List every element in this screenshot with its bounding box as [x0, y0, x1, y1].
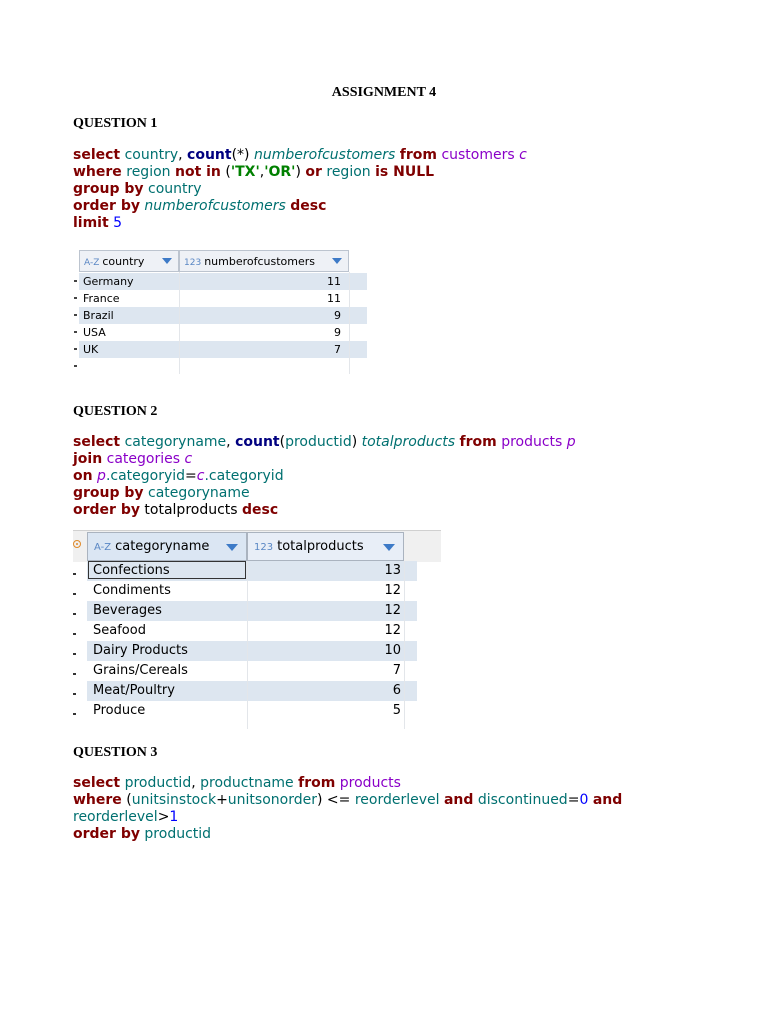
sql-punct: , [259, 164, 265, 180]
sql-keyword: from [298, 775, 336, 791]
table-row[interactable] [79, 273, 367, 290]
sql-table-alias: p [97, 468, 106, 484]
table-row[interactable] [87, 641, 417, 661]
question-2-heading: QUESTION 2 [73, 404, 158, 419]
sql-table: products [501, 434, 563, 450]
sql-column: productname [200, 775, 294, 791]
column-header-label: country [102, 255, 145, 268]
sql-punct: ) [351, 434, 358, 450]
cell-count: 9 [334, 326, 341, 339]
sql-table: categories [106, 451, 181, 467]
column-header-country[interactable] [79, 250, 179, 272]
sql-keyword: from [459, 434, 497, 450]
sql-table-alias: c [184, 451, 193, 467]
sort-arrow-icon[interactable] [226, 544, 238, 551]
sql-column: productid [124, 775, 192, 791]
sql-string: 'TX' [230, 164, 260, 180]
sql-column: region [326, 164, 371, 180]
cell-country: USA [83, 326, 106, 339]
sql-column: reorderlevel [354, 792, 440, 808]
column-divider [404, 561, 405, 729]
sql-keyword: on [73, 468, 93, 484]
cell-categoryname: Condiments [93, 583, 171, 598]
sql-keyword: join [73, 451, 103, 467]
sql-keyword: and [443, 792, 474, 808]
sql-operator: + [216, 792, 228, 808]
table-row[interactable] [87, 701, 417, 721]
cell-count: 11 [327, 275, 341, 288]
sql-table-alias: c [196, 468, 205, 484]
question-1-sql [73, 147, 527, 232]
column-header-label: totalproducts [277, 539, 364, 554]
sql-column: productid [144, 826, 212, 842]
number-type-icon: 123 [184, 258, 202, 268]
sql-keyword: select [73, 147, 121, 163]
sql-table-alias: p [566, 434, 576, 450]
sql-keyword: where [73, 792, 122, 808]
sort-arrow-icon[interactable] [332, 258, 342, 264]
question-3-sql [73, 775, 622, 843]
table-row[interactable] [79, 324, 367, 341]
cell-count: 12 [384, 603, 401, 618]
table-row[interactable] [87, 621, 417, 641]
table-row[interactable] [87, 581, 417, 601]
column-header-label: numberofcustomers [204, 255, 316, 268]
sql-column: reorderlevel [73, 809, 158, 825]
question-2-sql [73, 434, 576, 519]
cell-country: UK [83, 343, 99, 356]
sql-punct: , [226, 434, 231, 450]
cell-country: France [83, 292, 120, 305]
sql-keyword: order by [73, 198, 140, 214]
sql-alias: numberofcustomers [253, 147, 396, 163]
sql-punct: ) [295, 164, 301, 180]
table-row[interactable] [79, 290, 367, 307]
sql-string: 'OR' [264, 164, 296, 180]
cell-count: 10 [384, 643, 401, 658]
column-header-totalproducts[interactable] [247, 532, 404, 561]
column-divider [179, 272, 180, 374]
sql-function: count [235, 434, 280, 450]
cell-count: 7 [334, 343, 341, 356]
sql-punct: ( [225, 164, 231, 180]
cell-count: 9 [334, 309, 341, 322]
sql-column: country [148, 181, 202, 197]
table-row[interactable] [79, 341, 367, 358]
sql-keyword: desc [242, 502, 279, 518]
cell-categoryname: Dairy Products [93, 643, 188, 658]
result-grid-1 [73, 250, 367, 374]
sql-keyword: desc [290, 198, 327, 214]
column-divider [247, 561, 248, 729]
cell-categoryname: Beverages [93, 603, 162, 618]
cell-count: 7 [392, 663, 401, 678]
sql-keyword: where [73, 164, 122, 180]
column-header-categoryname[interactable] [87, 532, 247, 561]
sql-keyword: select [73, 434, 121, 450]
cell-count: 12 [384, 623, 401, 638]
table-row[interactable] [79, 307, 367, 324]
sql-punct: , [191, 775, 196, 791]
sql-punct: ( [126, 792, 132, 808]
cell-count: 12 [384, 583, 401, 598]
table-row[interactable] [87, 601, 417, 621]
table-row[interactable] [87, 681, 417, 701]
cell-count: 13 [384, 563, 401, 578]
sql-keyword: order by [73, 826, 140, 842]
sql-keyword: and [592, 792, 623, 808]
sql-punct: , [178, 147, 183, 163]
sql-alias: numberofcustomers [144, 198, 286, 214]
cell-count: 5 [392, 703, 401, 718]
text-type-icon: A-Z [94, 542, 112, 553]
sql-column: unitsinstock [131, 792, 217, 808]
record-indicator-icon [73, 540, 81, 548]
sql-alias: totalproducts [361, 434, 456, 450]
cell-country: Germany [83, 275, 134, 288]
sql-keyword: order by [73, 502, 140, 518]
text-type-icon: A-Z [84, 258, 100, 268]
sort-arrow-icon[interactable] [383, 544, 395, 551]
question-1-heading: QUESTION 1 [73, 116, 158, 131]
sql-column: categoryname [124, 434, 227, 450]
sql-operator: > [157, 809, 170, 825]
sql-operator: = [185, 468, 197, 484]
sql-column: country [124, 147, 179, 163]
sql-column: .categoryid [204, 468, 284, 484]
cell-categoryname: Seafood [93, 623, 146, 638]
cell-categoryname: Produce [93, 703, 146, 718]
sql-keyword: group by [73, 485, 144, 501]
cell-categoryname: Meat/Poultry [93, 683, 175, 698]
sql-table: products [339, 775, 401, 791]
sql-number: 0 [579, 792, 589, 808]
sql-table-alias: c [519, 147, 527, 163]
sql-column: unitsonorder [227, 792, 317, 808]
sql-number: 5 [113, 215, 123, 231]
sort-arrow-icon[interactable] [162, 258, 172, 264]
column-divider [349, 272, 350, 374]
sql-column: .categoryid [105, 468, 186, 484]
sql-punct: ( [279, 434, 286, 450]
sql-keyword: or [305, 164, 322, 180]
sql-keyword: select [73, 775, 121, 791]
question-3-heading: QUESTION 3 [73, 745, 158, 760]
result-grid-2 [73, 530, 441, 730]
cell-count: 11 [327, 292, 341, 305]
sql-identifier: totalproducts [144, 502, 238, 518]
number-type-icon: 123 [254, 542, 274, 553]
sql-table: customers [441, 147, 515, 163]
cell-categoryname-selected[interactable]: Confections [88, 561, 246, 579]
sql-operator: = [567, 792, 580, 808]
sql-column: discontinued [477, 792, 568, 808]
sql-punct: (*) [231, 147, 250, 163]
sql-keyword: is NULL [375, 164, 435, 180]
column-header-numberofcustomers[interactable] [179, 250, 349, 272]
column-header-label: categoryname [115, 539, 210, 554]
sql-operator: ) <= [317, 792, 351, 808]
sql-column: categoryname [148, 485, 250, 501]
table-row[interactable] [87, 561, 417, 581]
table-row[interactable] [87, 661, 417, 681]
cell-categoryname: Grains/Cereals [93, 663, 188, 678]
sql-keyword: limit [73, 215, 109, 231]
document-title: ASSIGNMENT 4 [331, 85, 437, 100]
sql-keyword: from [399, 147, 437, 163]
sql-keyword: not in [174, 164, 221, 180]
sql-number: 1 [169, 809, 179, 825]
sql-column: region [126, 164, 171, 180]
cell-count: 6 [392, 683, 401, 698]
sql-keyword: group by [73, 181, 144, 197]
sql-function: count [187, 147, 232, 163]
cell-country: Brazil [83, 309, 114, 322]
sql-column: productid [285, 434, 352, 450]
